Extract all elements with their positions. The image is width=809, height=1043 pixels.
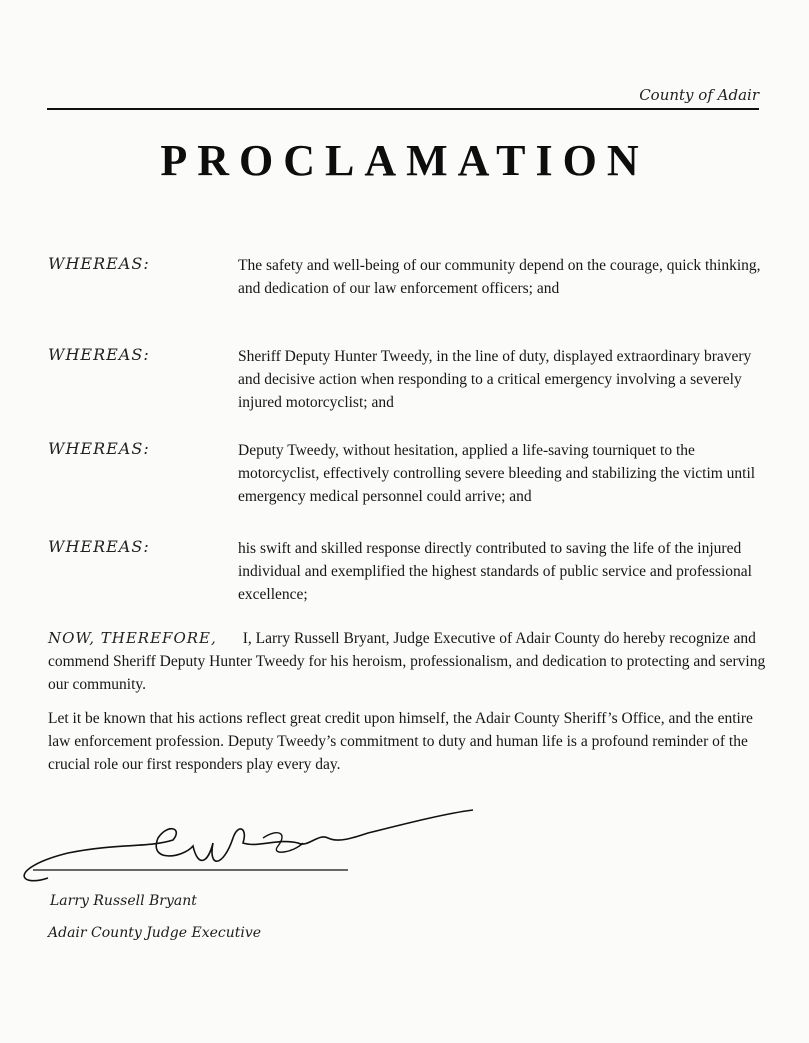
whereas-label: WHEREAS: (48, 254, 150, 273)
document-title: PROCLAMATION (160, 136, 649, 185)
whereas-text: Sheriff Deputy Hunter Tweedy, in the line of duty, displayed extraordinary bravery and decisive action when responding to a critical emergency involving a severely injured motorcyclist; and (238, 348, 752, 411)
closing-paragraph: Let it be known that his actions reflect great credit upon himself, the Adair County Sheriff’s Office, and the entire law enforcement profession. Deputy Tweedy’s commitment to duty and human life is a profound reminder of the crucial role our first responders play every day. (48, 710, 753, 773)
whereas-text: his swift and skilled response directly contributed to saving the life of the injured individual and exemplified the highest standards of public service and professional excellence; (238, 540, 752, 603)
header-rule (47, 108, 759, 110)
signatory-title: Adair County Judge Executive (48, 925, 262, 941)
whereas-label: WHEREAS: (48, 345, 150, 364)
whereas-text: The safety and well-being of our community depend on the courage, quick thinking, and dedication of our law enforcement officers; and (238, 257, 761, 297)
signatory-name: Larry Russell Bryant (50, 893, 197, 909)
whereas-text: Deputy Tweedy, without hesitation, applied a life-saving tourniquet to the motorcyclist, effectively controlling severe bleeding and stabilizing the victim until emergency medical personnel could arrive; and (238, 442, 756, 505)
now-therefore-label: NOW, THEREFORE, (48, 629, 217, 647)
now-therefore-text: I, Larry Russell Bryant, Judge Executive of Adair County do hereby recognize and commend Sheriff Deputy Hunter Tweedy for his heroism, professionalism, and dedication to protecting and serving our community. (48, 630, 766, 693)
whereas-label: WHEREAS: (48, 537, 150, 556)
now-therefore-paragraph (48, 627, 778, 696)
whereas-label: WHEREAS: (48, 439, 150, 458)
county-header: County of Adair (639, 86, 759, 104)
